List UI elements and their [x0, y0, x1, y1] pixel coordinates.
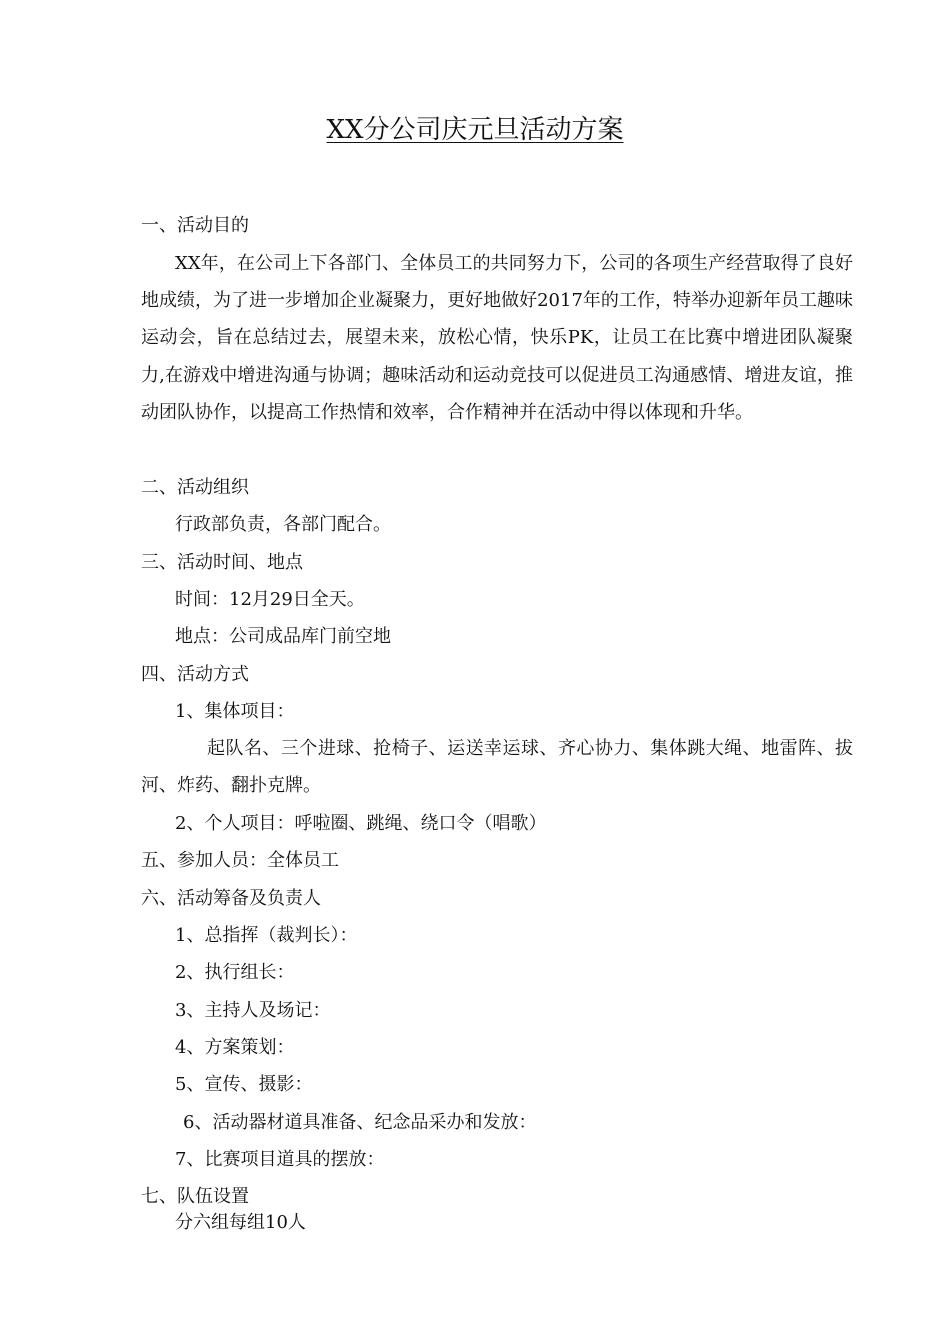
section-heading-teams: 七、队伍设置: [141, 1186, 249, 1207]
group-events-label: 1、集体项目：: [175, 701, 295, 722]
document-title: XX分公司庆元旦活动方案: [326, 115, 624, 145]
event-place: 地点：公司成品库门前空地: [175, 626, 391, 647]
section-heading-purpose: 一、活动目的: [141, 215, 249, 236]
prep-item: 6、活动器材道具准备、纪念品采办和发放：: [183, 1112, 537, 1133]
event-time: 时间：12月29日全天。: [175, 589, 365, 610]
section-body-organization: 行政部负责，各部门配合。: [175, 514, 391, 535]
section-heading-time-place: 三、活动时间、地点: [141, 552, 303, 573]
section-heading-format: 四、活动方式: [141, 664, 249, 685]
prep-item: 3、主持人及场记：: [175, 1000, 331, 1021]
group-events-list: 起队名、三个进球、抢椅子、运送幸运球、齐心协力、集体跳大绳、地雷阵、拔河、炸药、翻扑克牌。: [141, 738, 853, 797]
section-body-purpose: XX年，在公司上下各部门、全体员工的共同努力下，公司的各项生产经营取得了良好地成绩，为了进一步增加企业凝聚力，更好地做好2017年的工作，特举办迎新年员工趣味运动会，旨在总结过去，展望未来，放松心情，快乐PK，让员工在比赛中增进团队凝聚力,在游戏中增进沟通与协调；趣味活动和运动竞技可以促进员工沟通感情、增进友谊，推动团队协作，以提高工作热情和效率，合作精神并在活动中得以体现和升华。: [141, 253, 853, 423]
section-heading-preparation: 六、活动筹备及负责人: [141, 888, 321, 909]
prep-item: 7、比赛项目道具的摆放：: [175, 1149, 385, 1170]
individual-events: 2、个人项目：呼啦圈、跳绳、绕口令（唱歌）: [175, 813, 547, 834]
section-heading-organization: 二、活动组织: [141, 477, 249, 498]
section-body-teams: 分六组每组10人: [175, 1212, 306, 1233]
prep-item: 2、执行组长：: [175, 962, 295, 983]
prep-item: 4、方案策划：: [175, 1037, 295, 1058]
prep-item: 5、宣传、摄影：: [175, 1074, 313, 1095]
section-heading-participants: 五、参加人员：全体员工: [141, 850, 339, 871]
prep-item: 1、总指挥（裁判长）：: [175, 925, 358, 946]
